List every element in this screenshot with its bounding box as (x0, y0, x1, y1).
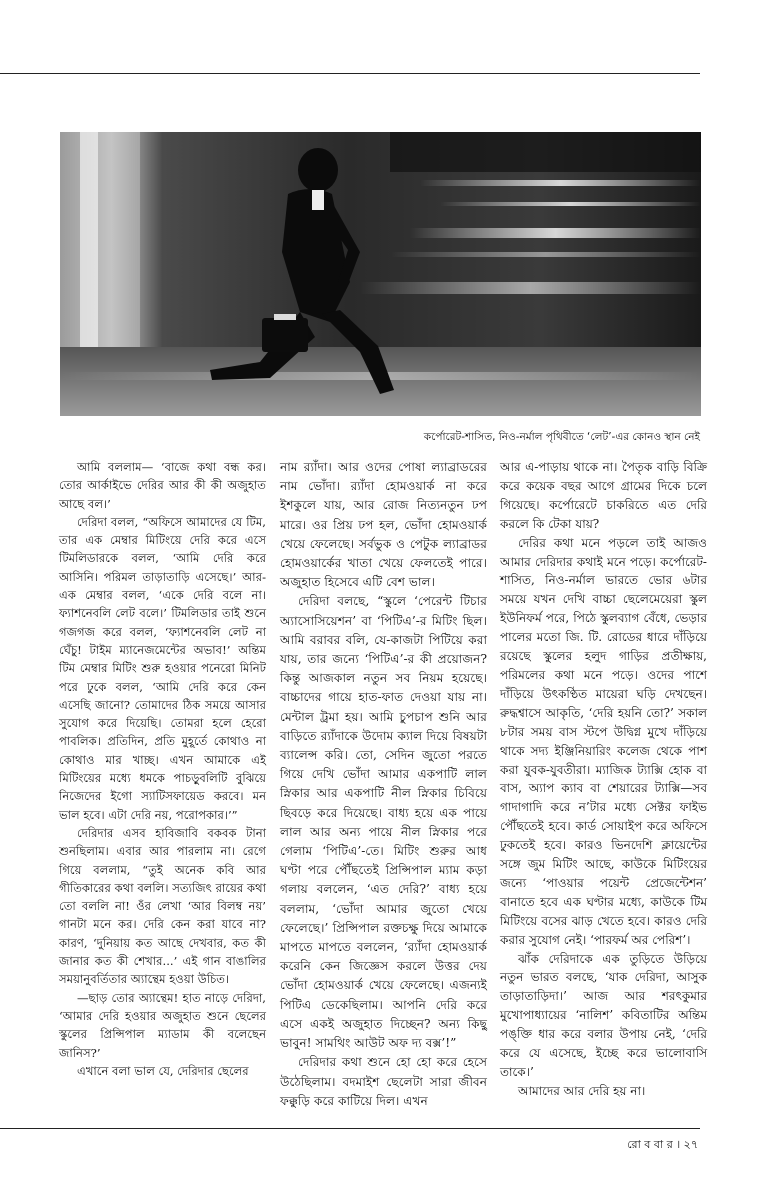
bottom-rule (0, 1128, 700, 1129)
paragraph: দেরিদা বলল, “অফিসে আমাদের যে টিম, তার এক মেম্বার মিটিংয়ে দেরি করে এসে টিমলিডারকে বলল, ‘আমি দেরি করে আসিনি। পরিমল তাড়াতাড়ি এসেছে।’ আর-এক মেম্বার বলল, ‘একে দেরি বলে না। ফ্যাশনেবলি লেট বলে।’ টিমলিডার তাই শুনে গজগজ করে বলল, ‘ফ্যাশনেবলি লেট না ঘেঁচু! টাইম ম্যানেজমেন্টের অভাব!’ অন্তিম টিম মেম্বার মিটিং শুরু হওয়ার পনেরো মিনিট পরে ঢুকে বলল, ‘আমি দেরি করে কেন এসেছি জানো? তোমাদের ঠিক সময়ে আসার সুযোগ করে দিয়েছি। তোমরা হলে হেরো পাবলিক। প্রতিদিন, প্রতি মুহূর্তে কোথাও না কোথাও মার খাচ্ছ। এখন আমাকে এই মিটিংয়ের মধ্যে ধমকে পাচড়ুবলিটি বুঝিয়ে নিজেদের ইগো স্যাটিসফায়েড করবে। মন ভাল হবে। এটা দেরি নয়, পরোপকার।’” (59, 514, 266, 822)
paragraph: আমি বললাম— ‘বাজে কথা বন্ধ কর। তোর আর্কাইভে দেরির আর কী কী অজুহাত আছে বল।’ (59, 460, 266, 511)
paragraph: দেরির কথা মনে পড়লে তাই আজও আমার দেরিদার কথাই মনে পড়ে। কর্পোরেট-শাসিত, নিও-নর্মাল ভারতে ভোর ৬টার সময়ে যখন দেখি বাচ্চা ছেলেমেয়েরা স্কুল ইউনিফর্ম পরে, পিঠে স্কুলব্যাগ বেঁধে, ভেড়ার পালের মতো জি. টি. রোডের ধারে দাঁড়িয়ে রয়েছে স্কুলের হলুদ গাড়ির প্রতীক্ষায়, পরিমলের কথা মনে পড়ে। ওদের পাশে দাঁড়িয়ে উৎকণ্ঠিত মায়েরা ঘড়ি দেখছেন। রুদ্ধশ্বাসে আকৃতি, ‘দেরি হয়নি তো?’ সকাল ৮টার সময় বাস স্টপে উদ্বিগ্ন মুখে দাঁড়িয়ে থাকে সদ্য ইঞ্জিনিয়ারিং কলেজ থেকে পাশ করা যুবক-যুবতীরা। ম্যাজিক ট্যাক্সি হোক বা বাস, অ্যাপ ক্যাব বা শেয়ারের ট্যাক্সি—সব গাদাগাদি করে ন’টার মধ্যে সেক্টর ফাইভ পৌঁছতেই হবে। কার্ড সোয়াইপ করে অফিসে ঢুকতেই হবে। কারও ভিনদেশি ক্লায়েন্টের সঙ্গে জুম মিটিং আছে, কাউকে মিটিংয়ের জন্যে ‘পাওয়ার পয়েন্ট প্রেজেন্টেশন’ বানাতে হবে এক ঘণ্টার মধ্যে, কাউকে টিম মিটিংয়ে বসের ঝাড় খেতে হবে। কারও দেরি করার সুযোগ নেই। ‘পারফর্ম অর পেরিশ’। (500, 535, 707, 947)
paragraph: দেরিদার কথা শুনে হো হো করে হেসে উঠেছিলাম। বদমাইশ ছেলেটা সারা জীবন ফক্কুড়ি করে কাটিয়ে দিল। এখন (280, 1055, 487, 1108)
top-rule (0, 73, 700, 74)
paragraph: নাম র‍্যাঁদা। আর ওদের পোষা ল্যাব্রাডরের নাম ভোঁদা। র‍্যাঁদা হোমওয়ার্ক না করে ইশকুলে যায়, আর রোজ নিত্যনতুন ঢপ মারে। ওর প্রিয় ঢপ হল, ভোঁদা হোমওয়ার্ক খেয়ে ফেলেছে। সর্বভুক ও পেটুক ল্যাব্রাডর হোমওয়ার্কের খাতা খেয়ে ফেলতেই পারে। অজুহাত হিসেবে এটি বেশ ভাল। (280, 460, 487, 590)
paragraph: এখানে বলা ভাল যে, দেরিদার ছেলের (77, 1063, 249, 1078)
photo-caption: কর্পোরেট-শাসিত, নিও-নর্মাল পৃথিবীতে ‘লেট’-এর কোনও স্থান নেই (423, 431, 700, 443)
paragraph: আর এ-পাড়ায় থাকে না। পৈতৃক বাড়ি বিক্রি করে কয়েক বছর আগে গ্রামের দিকে চলে গিয়েছে। কর্পোরেটে চাকরিতে এত দেরি করলে কি টেকা যায়? (500, 460, 707, 531)
article-column-3 (500, 458, 707, 1101)
paragraph: দেরিদা বলছে, “স্কুলে ‘পেরেন্ট টিচার অ্যাসোসিয়েশন’ বা ‘পিটিএ’-র মিটিং ছিল। আমি বরাবর বলি, যে-কাজটা পিটিয়ে করা যায়, তার জন্যে ‘পিটিএ’-র কী প্রয়োজন? কিন্তু আজকাল নতুন সব নিয়ম হয়েছে। বাচ্চাদের গায়ে হাত-ফাত দেওয়া যায় না। মেন্টাল ট্রমা হয়। আমি চুপচাপ শুনি আর বাড়িতে র‍্যাঁদাকে উদোম ক্যাল দিয়ে বিষয়টা ব্যালেন্স করি। তো, সেদিন জুতো পরতে গিয়ে দেখি ভোঁদা আমার একপাটি লাল স্নিকার আর একপাটি নীল স্নিকার চিবিয়ে ছিবড়ে করে দিয়েছে। বাধ্য হয়ে এক পায়ে লাল আর অন্য পায়ে নীল স্নিকার পরে গেলাম ‘পিটিএ’-তে। মিটিং শুরুর আধ ঘণ্টা পরে পৌঁছতেই প্রিন্সিপাল ম্যাম কড়া গলায় বললেন, ‘এত দেরি?’ বাধ্য হয়ে বললাম, ‘ভোঁদা আমার জুতো খেয়ে ফেলেছে।’ প্রিন্সিপাল রক্তচক্ষু দিয়ে আমাকে মাপতে মাপতে বললেন, ‘র‍্যাঁদা হোমওয়ার্ক করেনি কেন জিজ্ঞেস করলে উত্তর দেয় ভোঁদা হোমওয়ার্ক খেয়ে ফেলেছে। এজন্যই পিটিএ ডেকেছিলাম। আপনি দেরি করে এসে একই অজুহাত দিচ্ছেন? অন্য কিছু ভাবুন! সামথিং আউট অফ দ্য বক্স’!” (280, 594, 487, 1051)
article-column-2 (280, 458, 487, 1111)
paragraph: আমাদের আর দেরি হয় না। (518, 1083, 646, 1098)
article-column-1 (59, 458, 266, 1080)
paragraph: ঝাঁক দেরিদাকে এক তুড়িতে উড়িয়ে নতুন ভারত বলছে, ‘যাক দেরিদা, আসুক তাড়াতাড়িদা।’ আজ আর শরৎকুমার মুখোপাধ্যায়ের ‘নালিশ’ কবিতাটির অন্তিম পঙ্‌ক্তি ধার করে বলার উপায় নেই, ‘দেরি করে যে এসেছে, ইচ্ছে করে ভালোবাসি তাকে।’ (500, 951, 707, 1079)
article-photo (60, 132, 701, 416)
paragraph: —ছাড় তোর অ্যান্থেম! হাত নাড়ে দেরিদা, ‘আমার দেরি হওয়ার অজুহাত শুনে ছেলের স্কুলের প্রিন্সিপাল ম্যাডাম কী বলেছেন জানিস?’ (59, 990, 266, 1060)
paragraph: দেরিদার এসব হাবিজাবি বকবক টানা শুনছিলাম। এবার আর পারলাম না। রেগে গিয়ে বললাম, “তুই অনেক কবি আর গীতিকারের কথা বললি। সত্যজিৎ রায়ের কথা তো বললি না! ওঁর লেখা ‘আর বিলম্ব নয়’ গানটা মনে কর। দেরি কেন করা যাবে না? কারণ, ‘দুনিয়ায় কত আছে দেখবার, কত কী জানার কত কী শেখার...’ এই গান বাঙালির সময়ানুবর্তিতার অ্যান্থেম হওয়া উচিত। (59, 825, 266, 987)
page-folio: রো ব বা র । ২৭ (627, 1138, 698, 1151)
